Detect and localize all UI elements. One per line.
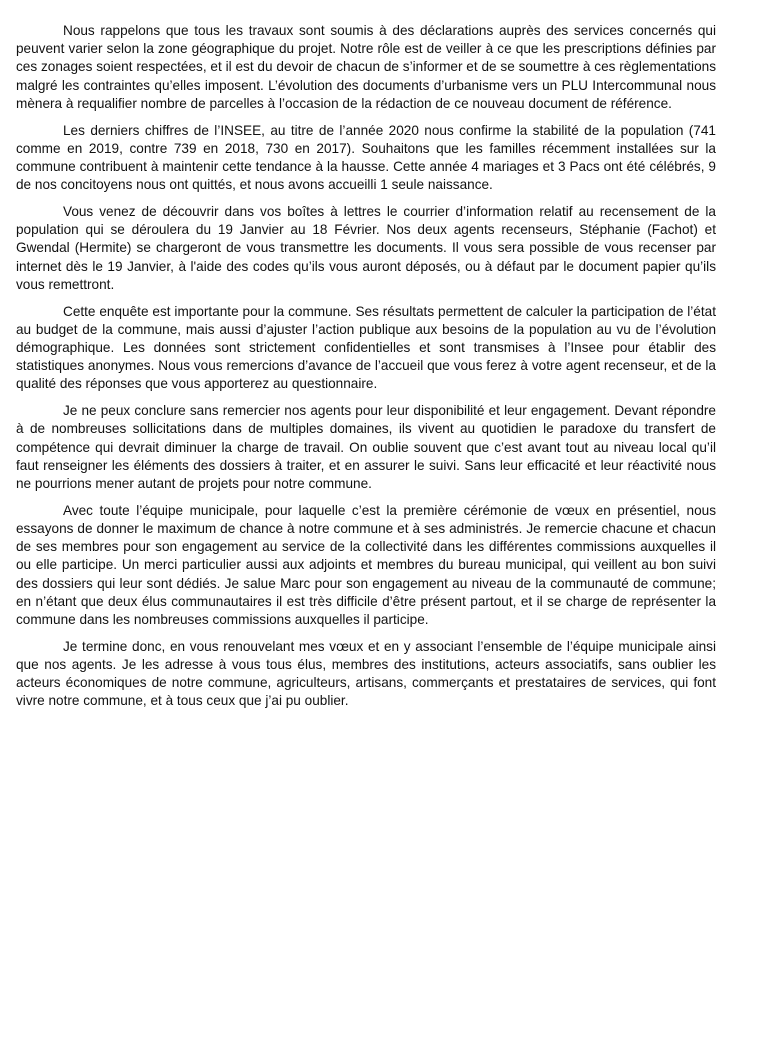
document-page	[16, 22, 716, 719]
paragraph-insee-population: Les derniers chiffres de l’INSEE, au titre de l’année 2020 nous confirme la stabilité de la population (741 comme en 2019, contre 739 en 2018, 730 en 2017). Souhaitons que les familles récemment installées sur la commune contribuent à maintenir cette tendance à la hausse. Cette année 4 mariages et 3 Pacs ont été célébrés, 9 de nos concitoyens nous ont quittés, et nous avons accueilli 1 seule naissance.	[16, 122, 716, 193]
paragraph-enquete: Cette enquête est importante pour la commune. Ses résultats permettent de calculer la participation de l’état au budget de la commune, mais aussi d’ajuster l’action publique aux besoins de la population au vu de l’évolution démographique. Les données sont strictement confidentielles et sont transmises à l’Insee pour établir des statistiques anonymes. Nous vous remercions d’avance de l’accueil que vous ferez à votre agent recenseur, et de la qualité des réponses que vous apporterez au questionnaire.	[16, 303, 716, 392]
paragraph-equipe-municipale: Avec toute l’équipe municipale, pour laquelle c’est la première cérémonie de vœux en présentiel, nous essayons de donner le maximum de chance à notre commune et à ses administrés. Je remercie chacune et chacun de ses membres pour son engagement au service de la collectivité dans les différentes commissions auxquelles il ou elle participe. Un merci particulier aussi aux adjoints et membres du bureau municipal, qui veillent au bon suivi des dossiers qui leur sont dédiés. Je salue Marc pour son engagement au niveau de la communauté de commune; en n’étant que deux élus communautaires il est très difficile d’être présent partout, et il se charge de représenter la commune dans les nombreuses commissions auxquelles il participe.	[16, 502, 716, 628]
paragraph-remerciements-agents: Je ne peux conclure sans remercier nos agents pour leur disponibilité et leur engagement. Devant répondre à de nombreuses sollicitations dans de multiples domaines, ils vivent au quotidien le paradoxe du transfert de compétence qui devrait diminuer la charge de travail. On oublie souvent que c’est avant tout au niveau local qu’il faut renseigner les éléments des dossiers à traiter, et en assurer le suivi. Sans leur efficacité et leur réactivité nous ne pourrions mener autant de projets pour notre commune.	[16, 403, 716, 492]
paragraph-urbanisme: Nous rappelons que tous les travaux sont soumis à des déclarations auprès des services concernés qui peuvent varier selon la zone géographique du projet. Notre rôle est de veiller à ce que les prescriptions définies par ces zonages soient respectées, et il est du devoir de chacun de s’informer et de se soumettre à ces règlementations malgré les contraintes qu’elles imposent. L’évolution des documents d’urbanisme vers un PLU Intercommunal nous mènera à requalifier nombre de parcelles à l’occasion de la rédaction de ce nouveau document de référence.	[16, 23, 716, 111]
paragraph-conclusion-voeux: Je termine donc, en vous renouvelant mes vœux et en y associant l’ensemble de l’équipe municipale ainsi que nos agents. Je les adresse à vous tous élus, membres des institutions, acteurs associatifs, sans oublier les acteurs économiques de notre commune, agriculteurs, artisans, commerçants et prestataires de services, qui font vivre notre commune, et à tous ceux que j’ai pu oublier.	[16, 638, 716, 709]
paragraph-recensement: Vous venez de découvrir dans vos boîtes à lettres le courrier d’information relatif au recensement de la population qui se déroulera du 19 Janvier au 18 Février. Nos deux agents recenseurs, Stéphanie (Fachot) et Gwendal (Hermite) se chargeront de vous transmettre les documents. Il vous sera possible de vous recenser par internet dès le 19 Janvier, à l'aide des codes qu’ils vous auront déposés, ou à défaut par le document papier qu’ils vous remettront.	[16, 204, 716, 292]
